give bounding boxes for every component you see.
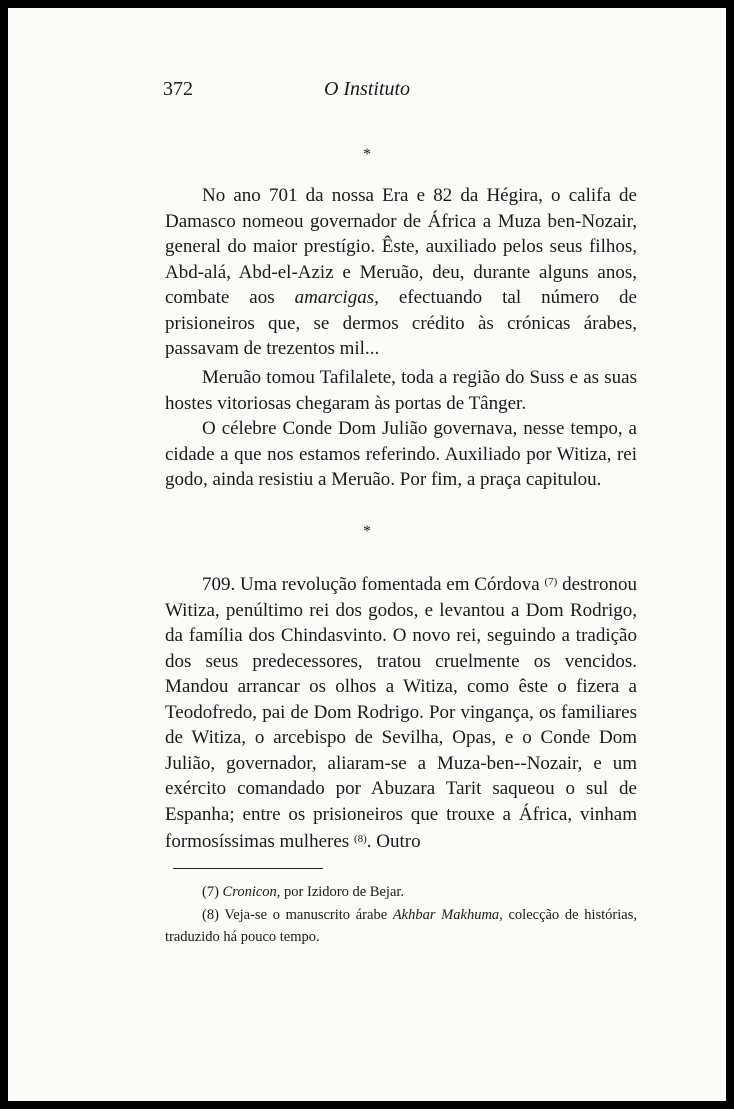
paragraph-4-text-b: destronou Witiza, penúltimo rei dos godos, e levantou a Dom Rodrigo, da família dos Chindasvinto. O novo rei, seguindo a tradição dos seus predecessores, tratou cruelmente os vencidos. Mandou arrancar os olhos a Witiza, como êste o fizera a Teodofredo, pai de Dom Rodrigo. Por vingança, os familiares de Witiza, o arcebispo de Sevilha, Opas, e o Conde Dom Julião, governador, aliaram-se a Muza-ben--Nozair, e um exército comandado por Abuzara Tarit saqueou o sul de Espanha; entre os prisioneiros que trouxe a África, vinham formosíssimas mulheres — [165, 574, 638, 852]
paragraph-4-text-c: . Outro — [366, 831, 421, 852]
running-title: O Instituto — [323, 78, 411, 100]
section-separator-star-2: * — [363, 523, 371, 540]
paragraph-4 — [165, 570, 637, 855]
footnote-7-marker: (7) — [202, 884, 219, 900]
footnote-7-text: por Izidoro de Bejar. — [280, 884, 405, 900]
footnote-8-text-b: colecção de histórias, traduzido há pouco tempo. — [165, 907, 637, 945]
footnote-8-text-a: Veja-se o manuscrito árabe — [218, 907, 393, 923]
footnote-ref-8: (8) — [353, 833, 367, 845]
footnote-8-title: Akhbar Makhuma, — [392, 907, 503, 923]
footnote-ref-7: (7) — [544, 576, 558, 588]
paragraph-2: Meruão tomou Tafilalete, toda a região do Suss e as suas hostes vitoriosas chegaram às portas de Tânger. — [165, 367, 637, 414]
footnote-8 — [165, 904, 637, 948]
footnote-divider — [173, 868, 323, 869]
paragraph-3: O célebre Conde Dom Julião governava, nesse tempo, a cidade a que nos estamos referindo. Auxiliado por Witiza, rei godo, ainda resistiu a Meruão. Por fim, a praça capitulou. — [165, 418, 637, 490]
paragraph-1-text-end: efectuando tal número de prisioneiros que, se dermos crédito às crónicas árabes, passavam de trezentos mil... — [165, 287, 637, 359]
footnote-7 — [165, 881, 637, 903]
paragraph-1-italic-term: amarcigas, — [294, 287, 379, 308]
paragraph-4-text-a: 709. Uma revolução fomentada em Córdova — [202, 574, 545, 595]
section-separator-star: * — [363, 146, 371, 163]
footnote-8-marker: (8) — [202, 907, 219, 923]
page-number: 372 — [163, 78, 193, 100]
book-page — [8, 8, 726, 1101]
footnote-7-title: Cronicon, — [222, 884, 281, 900]
page-header — [8, 78, 726, 108]
paragraph-1 — [165, 183, 637, 362]
paragraph-1-text: No ano 701 da nossa Era e 82 da Hégira, o califa de Damasco nomeou governador de África a Muza ben-Nozair, general do maior prestígio. Êste, auxiliado pelos seus filhos, Abd-alá, Abd-el-Aziz e Meruão, deu, durante alguns anos, combate aos — [165, 185, 637, 308]
